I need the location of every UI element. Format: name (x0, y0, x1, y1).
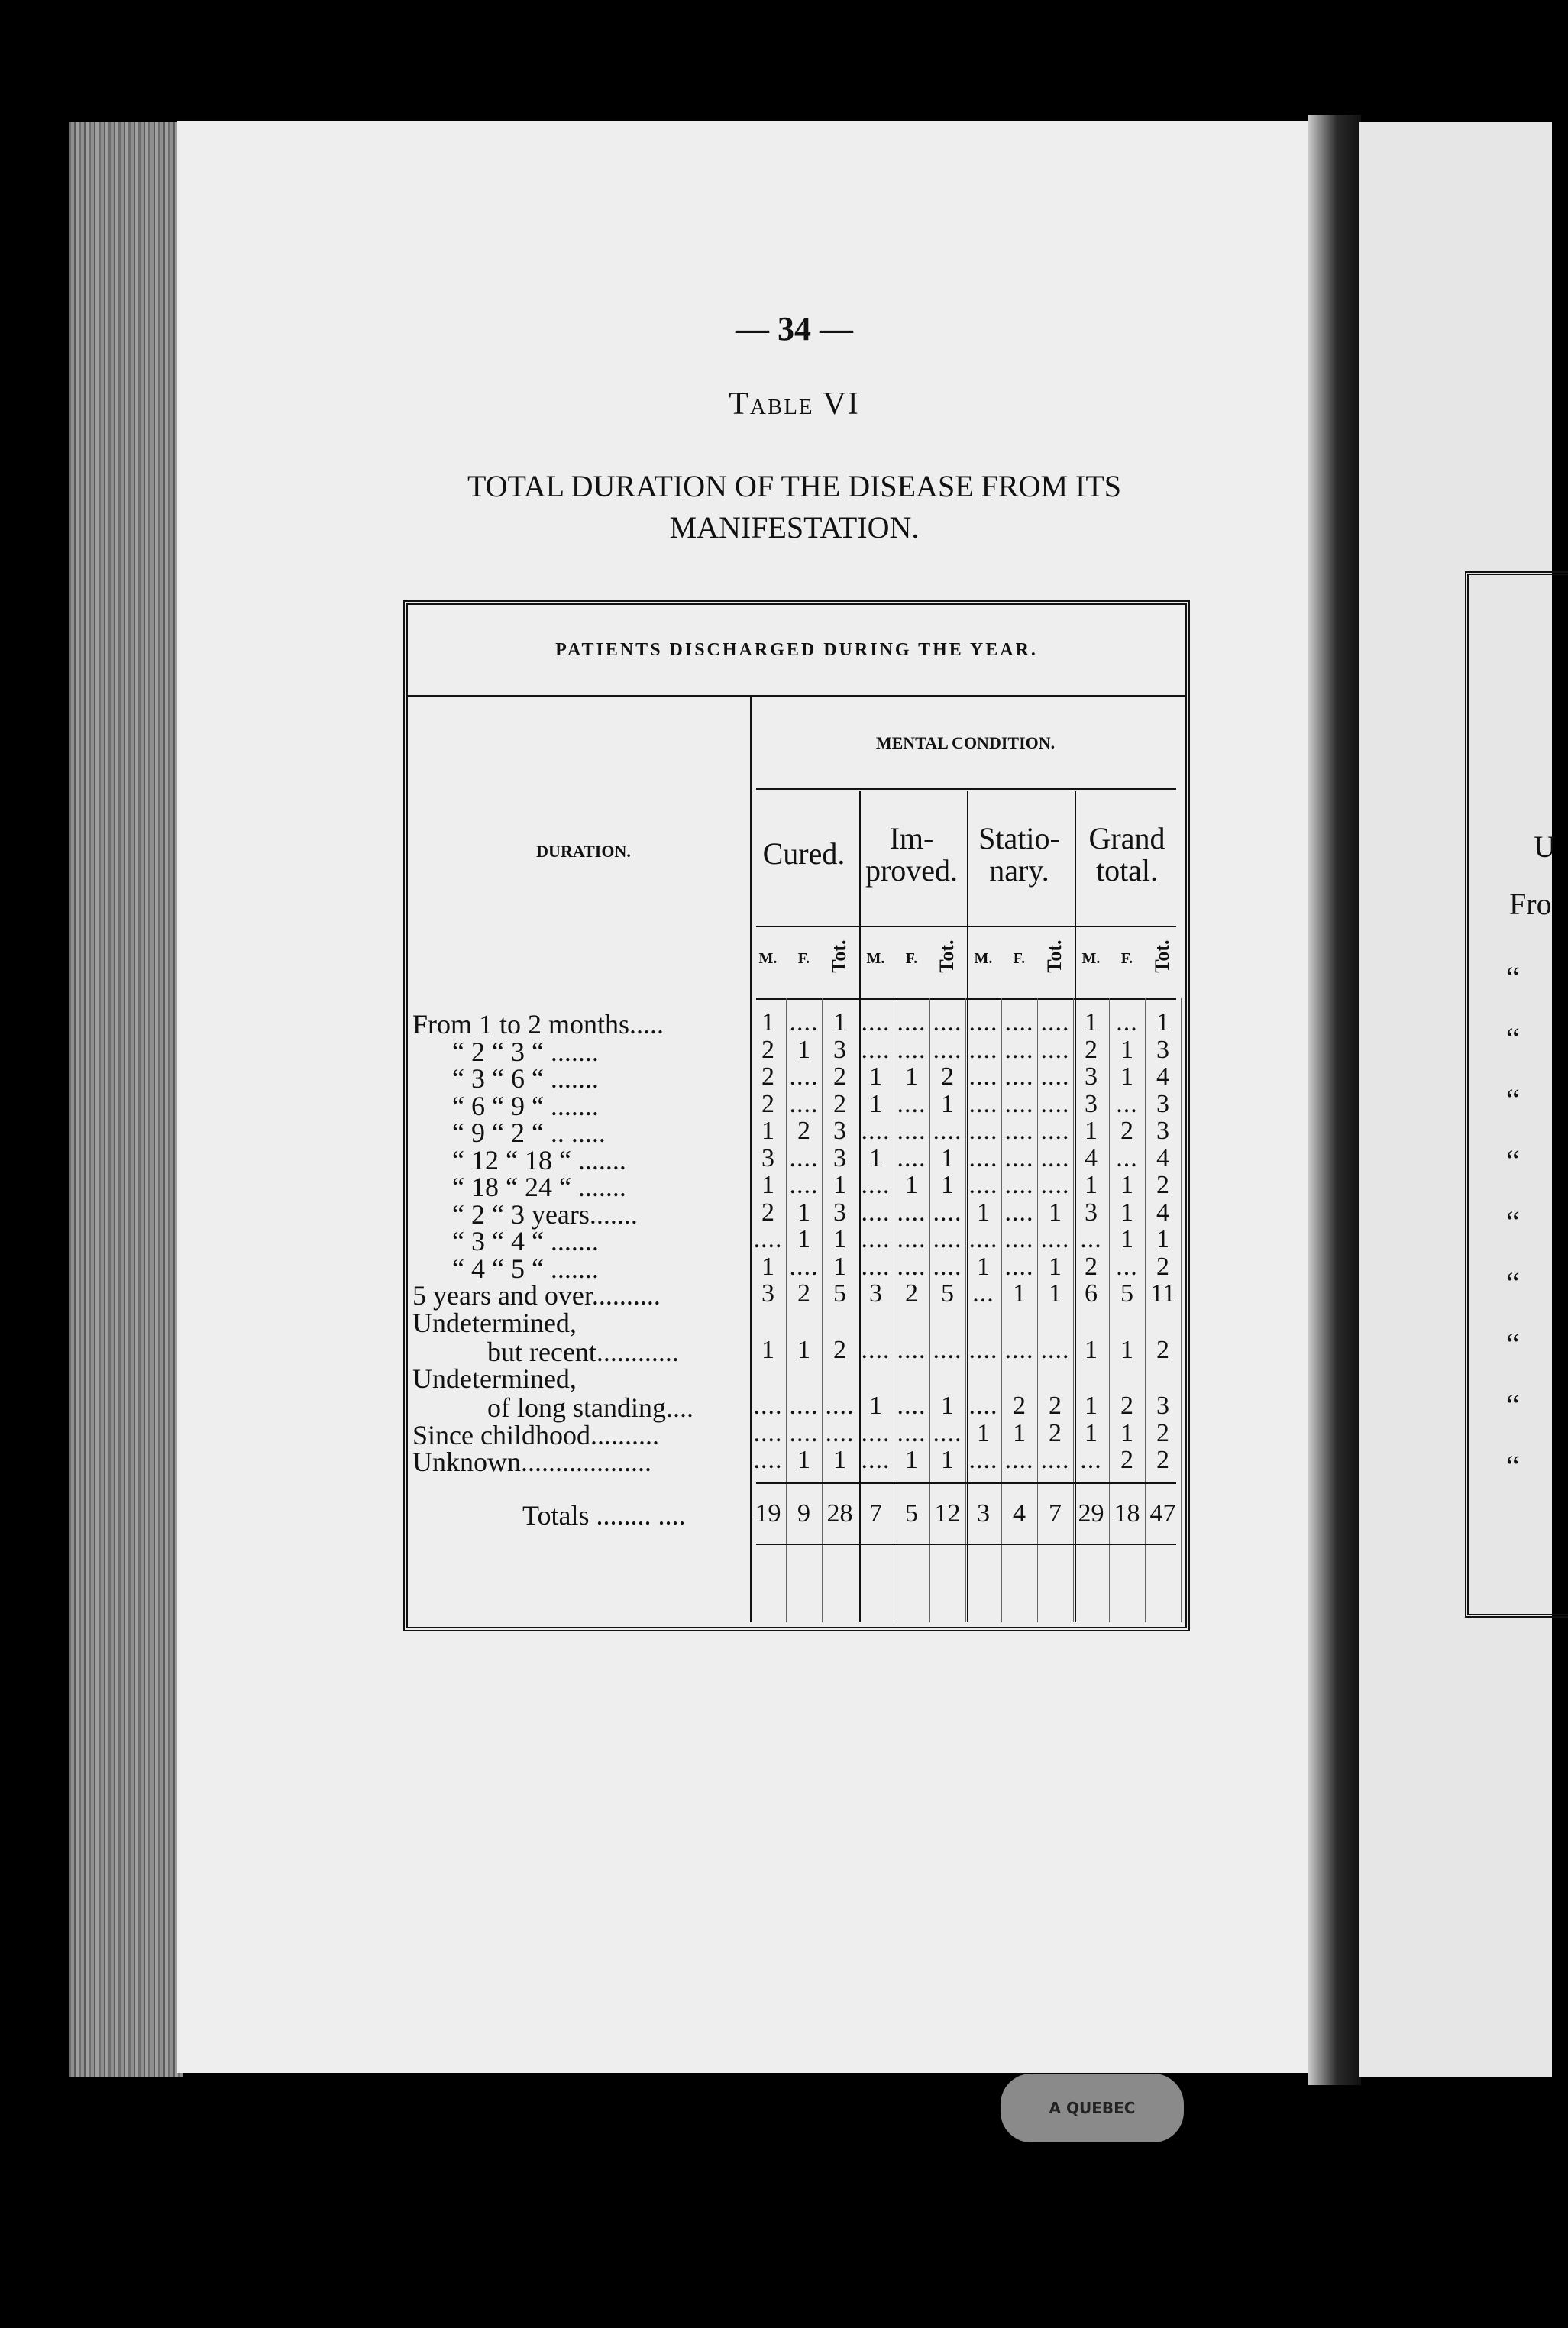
table-cell: 1 (869, 1062, 882, 1091)
table-cell: 4 (1156, 1198, 1169, 1227)
table-cell: ... (1080, 1446, 1102, 1474)
table-cell: .... (861, 1418, 891, 1447)
table-cell: .... (753, 1446, 783, 1474)
mental-condition-rule (756, 788, 1176, 790)
ditto-mark: “ (1506, 1327, 1520, 1361)
table-cell: 1 (1049, 1252, 1062, 1281)
table-cell: .... (789, 1252, 819, 1281)
table-cell: 3 (1085, 1198, 1098, 1227)
table-cell: 3 (1156, 1089, 1169, 1118)
table-cell: 2 (761, 1062, 774, 1091)
table-cell: .... (897, 1335, 926, 1364)
table-cell: 1 (833, 1225, 846, 1253)
totals-cell: 12 (934, 1499, 961, 1528)
table-cell: .... (968, 1171, 998, 1199)
table-cell: .... (1040, 1062, 1070, 1091)
table-cell: 1 (1120, 1198, 1133, 1227)
table-cell: 1 (977, 1198, 990, 1227)
table-cell: .... (1040, 1008, 1070, 1036)
table-cell: ... (1116, 1143, 1138, 1172)
table-cell: .... (897, 1418, 926, 1447)
table-cell: 2 (761, 1198, 774, 1227)
subheader-female: F. (1120, 950, 1133, 967)
table-cell: 1 (941, 1143, 954, 1172)
totals-label: Totals ........ .... (522, 1499, 686, 1531)
row-label: Undetermined, (412, 1363, 577, 1394)
ditto-mark: “ (1506, 1082, 1520, 1117)
table-caption: PATIENTS DISCHARGED DURING THE YEAR. (408, 605, 1185, 697)
next-page-initial: U (1534, 829, 1556, 864)
table-cell: 5 (941, 1279, 954, 1308)
table-cell: .... (1004, 1062, 1034, 1091)
table-title (382, 466, 1207, 548)
page-number: — 34 — (736, 310, 853, 348)
table-cell: 1 (941, 1089, 954, 1118)
table-cell: .... (861, 1198, 891, 1227)
table-cell: 1 (1120, 1171, 1133, 1199)
row-label: but recent............ (487, 1336, 679, 1367)
table-cell: 1 (1049, 1198, 1062, 1227)
ditto-mark: “ (1506, 1266, 1520, 1300)
table-cell: .... (861, 1446, 891, 1474)
table-cell: 1 (1120, 1335, 1133, 1364)
table-cell: 2 (1156, 1252, 1169, 1281)
row-label: “ 18 “ 24 “ ....... (452, 1172, 626, 1202)
table-cell: .... (968, 1392, 998, 1420)
table-cell: 1 (761, 1117, 774, 1145)
table-cell: 11 (1150, 1279, 1175, 1308)
table-cell: 1 (833, 1008, 846, 1036)
table-cell: .... (933, 1008, 962, 1036)
title-line-2: MANIFESTATION. (669, 510, 920, 545)
table-cell: 1 (833, 1171, 846, 1199)
column-separator (1181, 998, 1182, 1622)
table-cell: 2 (797, 1117, 810, 1145)
group-header-line1: Grand (1088, 821, 1165, 855)
table-cell: 2 (1049, 1392, 1062, 1420)
table-cell: 2 (761, 1089, 774, 1118)
table-cell: .... (1040, 1143, 1070, 1172)
row-label: 5 years and over.......... (412, 1280, 661, 1311)
table-cell: 5 (1120, 1279, 1133, 1308)
row-label: “ 2 “ 3 years....... (452, 1198, 638, 1230)
table-cell: 2 (833, 1062, 846, 1091)
table-cell: .... (1004, 1225, 1034, 1253)
row-label: Unknown................... (412, 1447, 651, 1477)
table-cell: 2 (797, 1279, 810, 1308)
table-cell: 2 (833, 1089, 846, 1118)
row-label: “ 9 “ 2 “ .. ..... (452, 1117, 606, 1148)
table-cell: .... (897, 1089, 926, 1118)
row-label: From 1 to 2 months..... (412, 1009, 664, 1040)
table-cell: .... (968, 1117, 998, 1145)
table-cell: 1 (1085, 1418, 1098, 1447)
table-cell: .... (861, 1225, 891, 1253)
book-page-edges (69, 122, 183, 2077)
table-cell: 1 (797, 1446, 810, 1474)
table-cell: .... (753, 1418, 783, 1447)
table-cell: .... (789, 1143, 819, 1172)
totals-cell: 18 (1114, 1499, 1140, 1528)
subheader-rule (756, 926, 1176, 927)
table-cell: .... (753, 1392, 783, 1420)
table-cell: ... (1116, 1089, 1138, 1118)
table-cell: 1 (1085, 1335, 1098, 1364)
table-cell: 1 (833, 1446, 846, 1474)
table-cell: .... (1004, 1446, 1034, 1474)
next-page-ditto-marks (1506, 947, 1552, 1497)
table-cell: 3 (833, 1117, 846, 1145)
table-cell: 1 (761, 1008, 774, 1036)
table-cell: .... (825, 1392, 855, 1420)
table-cell: 1 (1013, 1279, 1026, 1308)
totals-cell: 9 (797, 1499, 810, 1528)
table-cell: 1 (977, 1252, 990, 1281)
table-cell: 2 (1120, 1446, 1133, 1474)
subheader-male: M. (974, 950, 993, 967)
subheader-female: F. (797, 950, 810, 967)
table-cell: 1 (869, 1143, 882, 1172)
table-cell: .... (1004, 1143, 1034, 1172)
table-cell: .... (789, 1062, 819, 1091)
table-cell: 1 (1120, 1225, 1133, 1253)
row-label: “ 6 “ 9 “ ....... (452, 1090, 599, 1121)
row-label: “ 2 “ 3 “ ....... (452, 1036, 599, 1067)
table-cell: 2 (1085, 1035, 1098, 1064)
ditto-mark: “ (1506, 1388, 1520, 1422)
table-cell: .... (933, 1225, 962, 1253)
table-cell: .... (968, 1446, 998, 1474)
table-cell: 2 (1156, 1171, 1169, 1199)
group-header-line2: proved. (865, 853, 959, 888)
table-cell: .... (1040, 1035, 1070, 1064)
table-cell: 1 (905, 1062, 918, 1091)
table-cell: 2 (833, 1335, 846, 1364)
table-cell: .... (789, 1008, 819, 1036)
table-cell: 3 (833, 1035, 846, 1064)
table-cell: .... (1040, 1117, 1070, 1145)
table-cell: .... (1040, 1089, 1070, 1118)
table-cell: 1 (1156, 1225, 1169, 1253)
totals-cell: 19 (755, 1499, 781, 1528)
table-cell: .... (1040, 1446, 1070, 1474)
table-cell: 2 (1049, 1418, 1062, 1447)
title-line-1: TOTAL DURATION OF THE DISEASE FROM ITS (467, 469, 1122, 503)
totals-cell: 28 (826, 1499, 853, 1528)
next-page-row-start: Fro (1509, 887, 1552, 921)
table-cell: .... (861, 1117, 891, 1145)
table-cell: 1 (1085, 1171, 1098, 1199)
table-cell: 1 (761, 1252, 774, 1281)
table-cell: ... (1116, 1008, 1138, 1036)
duration-header: DURATION. (536, 842, 631, 861)
table-cell: .... (861, 1171, 891, 1199)
table-cell: .... (933, 1252, 962, 1281)
table-cell: 1 (1085, 1008, 1098, 1036)
row-label: of long standing.... (487, 1392, 693, 1423)
table-cell: 1 (797, 1035, 810, 1064)
table-cell: .... (1004, 1089, 1034, 1118)
ditto-mark: “ (1506, 1143, 1520, 1178)
table-cell: 3 (761, 1143, 774, 1172)
table-cell: .... (1004, 1252, 1034, 1281)
table-cell: 1 (941, 1171, 954, 1199)
table-cell: 2 (1085, 1252, 1098, 1281)
table-cell: .... (1004, 1171, 1034, 1199)
table-cell: ... (1080, 1225, 1102, 1253)
subheader-total: Tot. (828, 939, 850, 973)
table-cell: 1 (905, 1446, 918, 1474)
table-cell: .... (897, 1252, 926, 1281)
row-label: “ 3 “ 6 “ ....... (452, 1063, 599, 1094)
table-cell: 1 (1120, 1035, 1133, 1064)
subheader-total: Tot. (936, 939, 958, 973)
table-cell: .... (1004, 1008, 1034, 1036)
group-header-line2: total. (1095, 853, 1159, 888)
table-cell: 2 (761, 1035, 774, 1064)
table-cell: .... (897, 1225, 926, 1253)
table-cell: 2 (1156, 1418, 1169, 1447)
row-label: Since childhood.......... (412, 1419, 659, 1450)
ditto-mark: “ (1506, 1449, 1520, 1483)
table-cell: .... (968, 1035, 998, 1064)
table-cell: 3 (869, 1279, 882, 1308)
table-cell: 3 (1156, 1117, 1169, 1145)
table-cell: 1 (797, 1225, 810, 1253)
table-cell: .... (1004, 1035, 1034, 1064)
table-cell: 2 (1013, 1392, 1026, 1420)
group-header-line2: nary. (989, 853, 1049, 888)
table-cell: 1 (797, 1335, 810, 1364)
table-cell: 1 (833, 1252, 846, 1281)
subheader-female: F. (1013, 950, 1026, 967)
table-cell: .... (789, 1171, 819, 1199)
table-cell: 4 (1156, 1143, 1169, 1172)
table-cell: .... (968, 1062, 998, 1091)
table-cell: ... (972, 1279, 994, 1308)
table-cell: 1 (905, 1171, 918, 1199)
table-cell: 1 (869, 1392, 882, 1420)
table-cell: .... (1004, 1117, 1034, 1145)
subheader-female: F. (905, 950, 918, 967)
table-cell: .... (789, 1418, 819, 1447)
table-cell: .... (861, 1035, 891, 1064)
table-cell: 2 (1156, 1446, 1169, 1474)
row-label: Undetermined, (412, 1307, 577, 1338)
table-cell: 1 (1085, 1392, 1098, 1420)
table-cell: .... (968, 1335, 998, 1364)
table-cell: 1 (761, 1335, 774, 1364)
table-cell: .... (968, 1225, 998, 1253)
totals-cell: 7 (1049, 1499, 1062, 1528)
group-header-line1: Cured. (762, 836, 845, 871)
table-cell: 3 (1156, 1392, 1169, 1420)
table-cell: 3 (833, 1143, 846, 1172)
book-gutter (1308, 115, 1361, 2085)
table-cell: 2 (941, 1062, 954, 1091)
table-cell: 1 (761, 1171, 774, 1199)
table-cell: 2 (905, 1279, 918, 1308)
subheader-total: Tot. (1151, 939, 1173, 973)
table-cell: .... (968, 1143, 998, 1172)
body-rule (756, 998, 1176, 1000)
table-cell: .... (933, 1198, 962, 1227)
totals-cell: 7 (869, 1499, 882, 1528)
table-cell: 2 (1120, 1117, 1133, 1145)
table-cell: 2 (1156, 1335, 1169, 1364)
table-cell: 1 (1049, 1279, 1062, 1308)
subheader-total: Tot. (1043, 939, 1065, 973)
table-cell: 1 (797, 1198, 810, 1227)
table-cell: 1 (869, 1089, 882, 1118)
table-cell: 1 (941, 1446, 954, 1474)
table-cell: 1 (1120, 1062, 1133, 1091)
bottom-rule (756, 1544, 1176, 1545)
table-cell: .... (1040, 1335, 1070, 1364)
data-table (403, 600, 1190, 1631)
table-cell: 3 (1156, 1035, 1169, 1064)
table-cell: 6 (1085, 1279, 1098, 1308)
table-cell: .... (789, 1392, 819, 1420)
table-cell: .... (825, 1418, 855, 1447)
subheader-male: M. (758, 950, 778, 967)
table-cell: 4 (1085, 1143, 1098, 1172)
totals-cell: 47 (1149, 1499, 1176, 1528)
totals-cell: 3 (977, 1499, 990, 1528)
table-cell: .... (897, 1117, 926, 1145)
table-cell: .... (968, 1089, 998, 1118)
table-cell: 5 (833, 1279, 846, 1308)
table-cell: .... (1004, 1198, 1034, 1227)
row-label: “ 4 “ 5 “ ....... (452, 1253, 599, 1284)
table-cell: 1 (977, 1418, 990, 1447)
group-header-line1: Statio- (978, 821, 1060, 855)
table-cell: .... (897, 1392, 926, 1420)
table-cell: 2 (1120, 1392, 1133, 1420)
table-cell: 1 (1085, 1117, 1098, 1145)
ditto-mark: “ (1506, 1204, 1520, 1239)
ditto-mark: “ (1506, 1021, 1520, 1056)
table-cell: .... (933, 1117, 962, 1145)
table-label: Table VI (729, 386, 860, 422)
table-cell: .... (861, 1008, 891, 1036)
totals-cell: 4 (1013, 1499, 1026, 1528)
table-cell: .... (1004, 1335, 1034, 1364)
table-cell: .... (861, 1335, 891, 1364)
table-cell: ... (1116, 1252, 1138, 1281)
subheader-male: M. (1081, 950, 1101, 967)
row-label: “ 12 “ 18 “ ....... (452, 1144, 626, 1175)
table-cell: .... (753, 1225, 783, 1253)
subheader-male: M. (866, 950, 885, 967)
table-cell: .... (789, 1089, 819, 1118)
table-cell: 3 (761, 1279, 774, 1308)
row-label: “ 3 “ 4 “ ....... (452, 1226, 599, 1256)
table-cell: .... (861, 1252, 891, 1281)
totals-cell: 5 (905, 1499, 918, 1528)
table-cell: .... (897, 1198, 926, 1227)
table-cell: .... (968, 1008, 998, 1036)
table-cell: 1 (1156, 1008, 1169, 1036)
table-cell: .... (933, 1335, 962, 1364)
table-cell: 4 (1156, 1062, 1169, 1091)
table-cell: 1 (941, 1392, 954, 1420)
table-cell: .... (1040, 1225, 1070, 1253)
group-header-line1: Im- (889, 821, 934, 855)
totals-rule (756, 1482, 1176, 1484)
table-cell: 3 (1085, 1062, 1098, 1091)
table-cell: .... (897, 1008, 926, 1036)
totals-cell: 29 (1078, 1499, 1104, 1528)
table-cell: 1 (1013, 1418, 1026, 1447)
table-cell: .... (1040, 1171, 1070, 1199)
table-cell: .... (933, 1035, 962, 1064)
ditto-mark: “ (1506, 960, 1520, 994)
library-stamp: A QUEBEC (1001, 2074, 1184, 2142)
table-cell: 1 (1120, 1418, 1133, 1447)
table-cell: .... (897, 1143, 926, 1172)
table-cell: .... (933, 1418, 962, 1447)
table-cell: .... (897, 1035, 926, 1064)
table-cell: 3 (833, 1198, 846, 1227)
mental-condition-header: MENTAL CONDITION. (875, 733, 1056, 752)
table-cell: 3 (1085, 1089, 1098, 1118)
